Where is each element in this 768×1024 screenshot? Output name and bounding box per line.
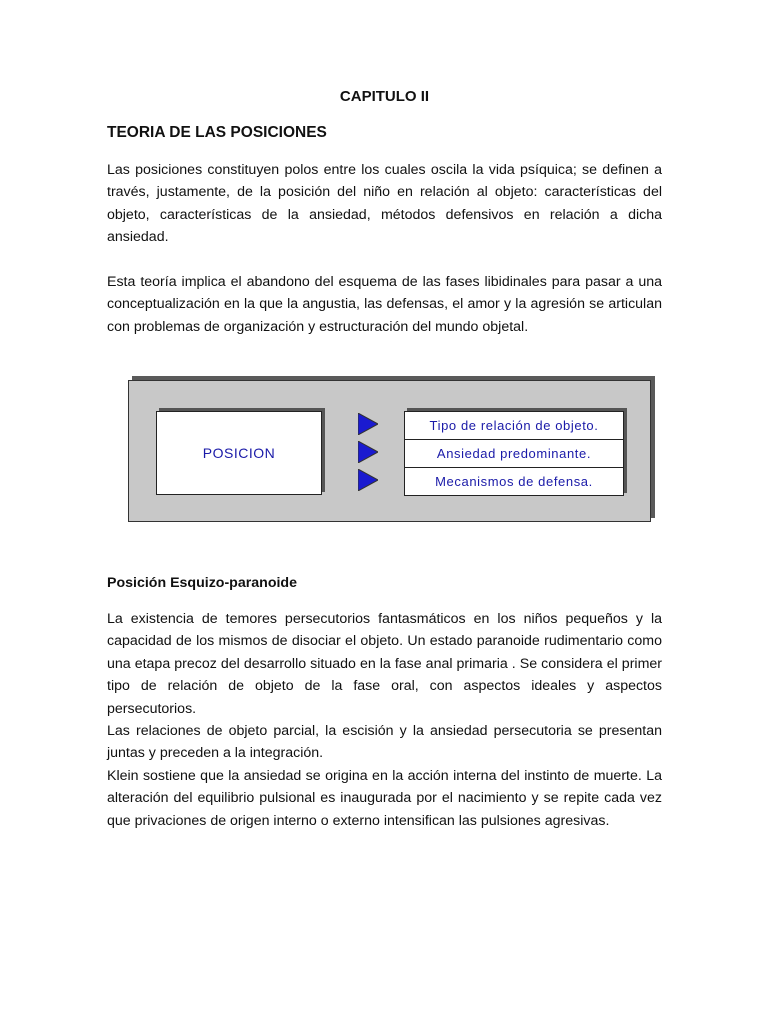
paragraph-text: La existencia de temores persecutorios fantasmáticos en los niños pequeños y la capacidad de los mismos de disociar el objeto. Un estado paranoide rudimentario como una etapa precoz del desarrollo situado en la fase anal primaria . Se considera el primer tipo de relación de objeto de la fase oral, con aspectos ideales y aspectos persecutorios.: [107, 611, 662, 717]
characteristic-item: Ansiedad predominante.: [405, 440, 623, 468]
intro-paragraph: [107, 159, 662, 249]
chapter-title: CAPITULO II: [339, 88, 430, 105]
paragraph-text: Esta teoría implica el abandono del esquema de las fases libidinales para pasar a una conceptualización en la que la angustia, las defensas, el amor y la agresión se articulan con problemas de organización y estructuración del mundo objetal.: [107, 274, 662, 335]
arrow-right-icon: [358, 469, 378, 491]
arrow-right-icon: [358, 441, 378, 463]
paragraph-text: Las relaciones de objeto parcial, la escisión y la ansiedad persecutoria se presentan juntas y preceden a la integración.: [107, 723, 662, 762]
characteristic-item: Mecanismos de defensa.: [435, 474, 593, 489]
paragraph-text: Klein sostiene que la ansiedad se origina en la acción interna del instinto de muerte. La alteración del equilibrio pulsional es inaugurada por el nacimiento y se repite cada vez que privaciones de origen interno o externo intensifican las pulsiones agresivas.: [107, 767, 662, 829]
subsection-title: Posición Esquizo-paranoide: [107, 575, 297, 591]
position-box: POSICION: [156, 411, 322, 495]
subsection-body: [107, 608, 662, 832]
characteristics-box: [404, 411, 624, 496]
position-diagram: [128, 380, 651, 522]
section-title: TEORIA DE LAS POSICIONES: [107, 124, 327, 141]
characteristic-item: Tipo de relación de objeto.: [405, 412, 623, 440]
paragraph-text: Las posiciones constituyen polos entre los cuales oscila la vida psíquica; se definen a través, justamente, de la posición del niño en relación al objeto: características del objeto, características de la ansiedad, métodos defensivos en relación a dicha ansiedad.: [107, 162, 662, 246]
diagram-background: [128, 380, 651, 522]
intro-paragraph: [107, 271, 662, 338]
arrow-right-icon: [358, 413, 378, 435]
